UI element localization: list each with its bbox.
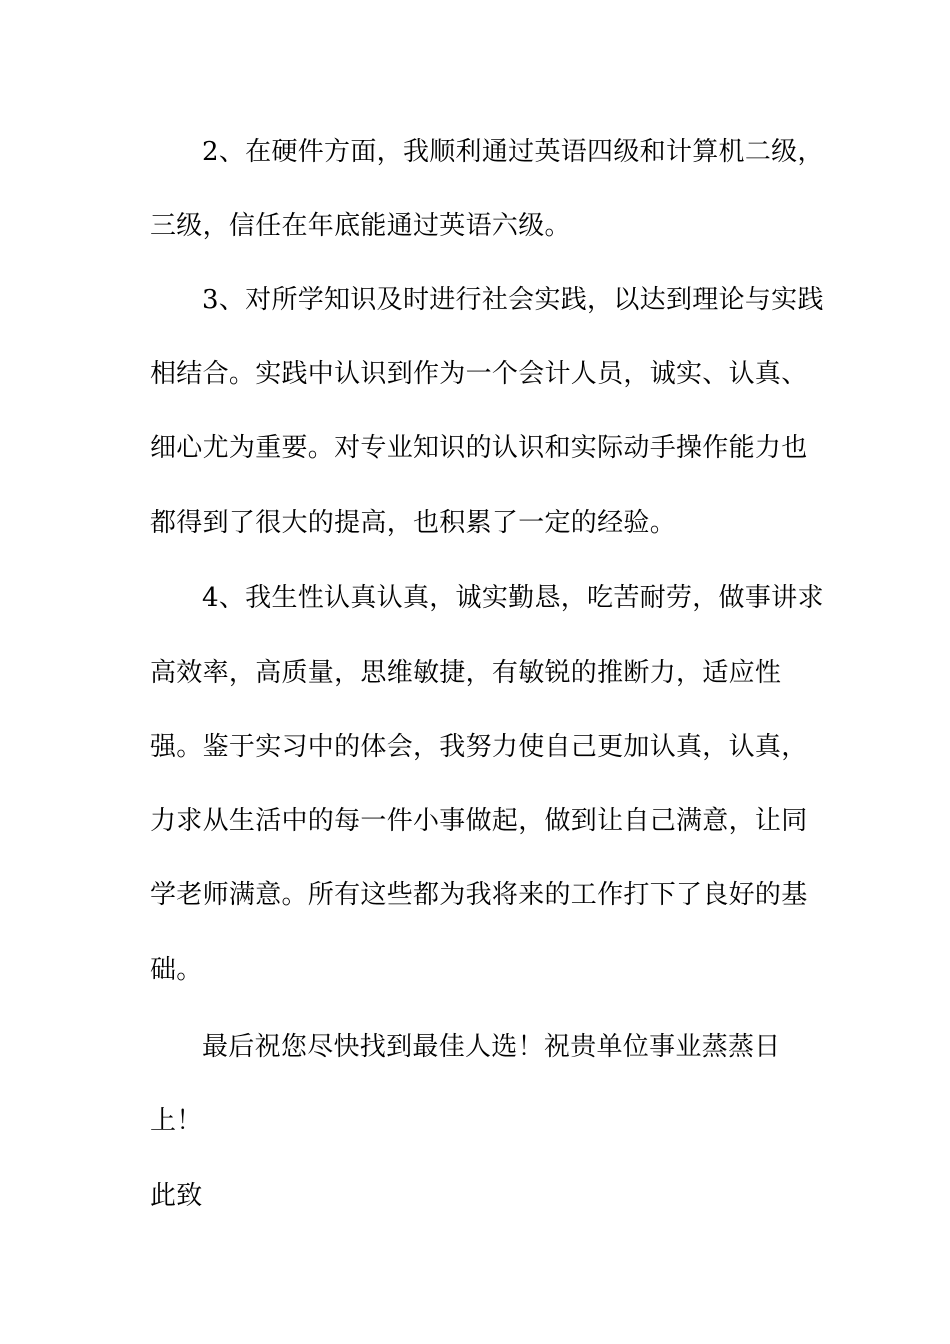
paragraph-2-line-2: 三级，信任在年底能通过英语六级。 (150, 211, 571, 241)
paragraph-2-line-1: 2、在硬件方面，我顺利通过英语四级和计算机二级， (202, 137, 824, 167)
paragraph-4-line-2: 高效率，高质量，思维敏捷，有敏锐的推断力，适应性 (150, 658, 782, 688)
salutation-cizhi: 此致 (150, 1181, 203, 1211)
closing-wish-line-2: 上！ (150, 1106, 203, 1136)
paragraph-3-line-2: 相结合。实践中认识到作为一个会计人员，诚实、认真、 (150, 359, 808, 389)
paragraph-3-line-3: 细心尤为重要。对专业知识的认识和实际动手操作能力也 (150, 433, 808, 463)
paragraph-4-line-1: 4、我生性认真认真，诚实勤恳，吃苦耐劳，做事讲求 (202, 583, 824, 613)
paragraph-4-line-5: 学老师满意。所有这些都为我将来的工作打下了良好的基 (150, 880, 808, 910)
closing-wish-line-1: 最后祝您尽快找到最佳人选！祝贵单位事业蒸蒸日 (202, 1032, 781, 1062)
paragraph-4-line-4: 力求从生活中的每一件小事做起，做到让自己满意，让同 (150, 806, 808, 836)
paragraph-3-line-1: 3、对所学知识及时进行社会实践，以达到理论与实践 (202, 285, 824, 315)
paragraph-4-line-3: 强。鉴于实习中的体会，我努力使自己更加认真，认真， (150, 732, 808, 762)
paragraph-4-line-6: 础。 (150, 955, 203, 985)
paragraph-3-line-4: 都得到了很大的提高，也积累了一定的经验。 (150, 508, 677, 538)
